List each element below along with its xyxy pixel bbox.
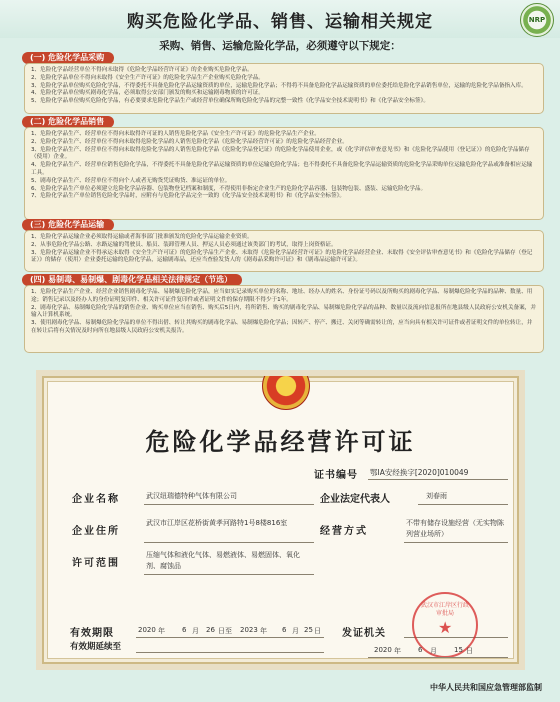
validity-start-month: 6 xyxy=(182,626,187,634)
issue-year: 2020 xyxy=(374,646,392,654)
legal-rep-underline xyxy=(418,504,508,505)
company-name-label: 企业名称 xyxy=(72,494,120,505)
validity-start-year: 2020 xyxy=(138,626,156,634)
legal-rep-label: 企业法定代表人 xyxy=(320,494,390,505)
rule-item: 5、危险化学品单位购买危险化学品，有必要要求危险化学品生产或经营单位确保所购危险化学品的完整一致性《化学品安全技术说明书》和《化学品安全标签》。 xyxy=(31,98,429,105)
address-label: 企业住所 xyxy=(72,526,120,537)
mode-value: 不带有储存设施经营（无实物陈列营业场所） xyxy=(406,519,504,538)
issue-month: 6 xyxy=(418,646,423,654)
rule-item: 2、剧毒化学品、易制爆危险化学品的销售企业、购买单位应当在销售、购买后5日内，将所销售、购买的剧毒化学品、易制爆危险化学品的品种、数量以及流向信息报所在地县级人民政府公安机关备案，并输入计算机系统。 xyxy=(31,304,536,319)
seal-star-icon: ★ xyxy=(438,618,453,637)
issue-year-unit: 年 xyxy=(394,647,401,655)
rule-item: 2、危险化学品单位不得向未取得《安全生产许可证》的危险化学品生产企业购买危险化学品。 xyxy=(31,74,264,81)
issue-day: 15 xyxy=(454,646,463,654)
validity-label: 有效期限 xyxy=(70,628,114,639)
validity-end-month-unit: 月 xyxy=(292,627,299,635)
continuation-label: 有效期延续至 xyxy=(70,642,122,652)
validity-end-day: 25 xyxy=(304,626,313,634)
scope-underline xyxy=(144,574,314,575)
license-certificate xyxy=(36,370,525,670)
scope-label: 许可范围 xyxy=(72,558,120,569)
rule-item: 3、危险化学品单位购买危险化学品，不得委托不具备危险化学品运输资质的单位，运输危险化学品；不得将不具备危险化学品运输资质的单位委托给危险化学品销售单位，运输的危险化学品备指入库。 xyxy=(31,82,527,89)
section-heading-purchase: (一) 危险化学品采购 xyxy=(22,52,114,64)
address-value: 武汉市江岸区花桥街黄孝河路特1号8楼816室 xyxy=(146,519,288,527)
validity-start-day-unit: 日至 xyxy=(218,627,232,635)
cert-no-label: 证书编号 xyxy=(314,470,358,481)
rule-item: 3、危险化学品生产、经营单位不得向未取得危险化学品的人销售危险化学品《危险化学品登记证》的危险化学品使用企业，或《化学评估审查意见书》和《危险化学品使用（登记证）》的危险化学品储存（使用）企业。 xyxy=(31,146,530,161)
footer-supervisor-text: 中华人民共和国应急管理部监制 xyxy=(430,683,542,692)
rule-item: 3、危险化学品运输企业不得承运未取得《安全生产许可证》的危险化学品生产企业、未取得《危险化学品经营许可证》的危险化学品经营企业、未取得《安全评估审查意见书》和《危险化学品储存（登记证）》的储存（使用）企业委托运输的危险化学品，运输剧毒品，还应当查验发货人的《剧毒品采购许可证》和《剧毒品运输许可证》。 xyxy=(31,249,533,264)
mode-underline xyxy=(404,542,508,543)
address-underline xyxy=(144,542,314,543)
validity-end-year-unit: 年 xyxy=(260,627,267,635)
rule-item: 4、危险化学品生产、经营单位销售危险化学品，不得委托不具备危险化学品运输资质的单位运输危险化学品；也不得委托不具备危险化学品运输资质的危险化学品采购单位运输危险化学品或准备相应运输工具。 xyxy=(31,162,533,176)
section-heading-sales: (二) 危险化学品销售 xyxy=(22,116,114,128)
authority-label: 发证机关 xyxy=(342,628,386,639)
validity-end-year: 2023 xyxy=(240,626,258,634)
company-name-underline xyxy=(144,504,314,505)
company-name-value: 武汉纽瑞德特种气体有限公司 xyxy=(146,492,237,500)
section-heading-transport: (三) 危险化学品运输 xyxy=(22,219,114,231)
issue-day-unit: 日 xyxy=(466,647,473,655)
national-emblem-icon xyxy=(262,370,310,410)
page-subtitle: 采购、销售、运输危险化学品，必须遵守以下规定： xyxy=(159,40,401,52)
section-box-sales xyxy=(24,127,544,220)
rule-item: 1、危险化学品生产企业、经营企业销售剧毒化学品、易制爆危险化学品，应当如实记录购买单位的名称、地址、经办人的姓名、身份证号码以及所购买的剧毒化学品、易制爆危险化学品的品种、数量、用途；销售记录以及经办人的身份证明复印件、相关许可证件复印件或者证明文件的保存期限不得少于1年。 xyxy=(31,289,533,303)
cert-no-underline xyxy=(368,479,508,480)
validity-underline xyxy=(136,637,324,638)
emblem-star-icon: ★ xyxy=(279,374,292,390)
rule-item: 2、危险化学品生产、经营单位不得向未取得危险化学品的人销售危险化学品《危险化学品经营许可证》的危险化学品经营企业。 xyxy=(31,138,348,145)
rule-item: 1、危险化学品生产、经营单位不得向未取得许可证的人销售危险化学品《安全生产许可证》的危险化学品生产企业。 xyxy=(31,131,320,137)
header-bar xyxy=(0,0,560,38)
cert-no-value: 鄂IA安经换字[2020]010049 xyxy=(370,468,469,477)
rule-item: 7、危险化学品生产单位销售危险化学品时，应附有与危险化学品完全一致的《化学品安全技术说明书》和《化学品安全标签》。 xyxy=(31,193,346,200)
rule-item: 4、危险化学品单位购买剧毒化学品，必须取得公安部门颁发的购买和运输剧毒物质的许可证。 xyxy=(31,90,264,97)
validity-start-year-unit: 年 xyxy=(158,627,165,635)
validity-start-day: 26 xyxy=(206,626,215,634)
page-title: 购买危险化学品、销售、运输相关规定 xyxy=(127,12,433,32)
validity-end-month: 6 xyxy=(282,626,287,634)
validity-start-month-unit: 月 xyxy=(192,627,199,635)
section-box-purchase xyxy=(24,63,544,114)
rule-item: 1、危险化学品经营单位不得向未取得《危险化学品经营许可证》的企业购买危险化学品。 xyxy=(31,67,253,73)
section-box-regulations xyxy=(24,285,544,353)
rule-item: 5、剧毒化学品生产、经营单位不得向个人或者无购货凭证购货、准运证的单位。 xyxy=(31,177,231,184)
rule-item: 1、危险化学品运输企业必须取得运输或者海事部门批准颁发的危险化学品运输企业资质。 xyxy=(31,234,253,240)
issue-month-unit: 月 xyxy=(430,647,437,655)
rule-item: 3、使用剧毒化学品、易制爆危险化学品的单位不得出借、转让其购买的剧毒化学品、易制爆危险化学品；因转产、停产、搬迁、关闭等确需转让的，应当向具有相关许可证件或者证明文件的单位转让，并在转让后将有关情况及时向所在地县级人民政府公安机关报告。 xyxy=(31,320,533,334)
legal-rep-value: 刘春雨 xyxy=(426,492,447,500)
seal-text: 武汉市江岸区行政审批局 xyxy=(420,602,469,617)
mode-label: 经营方式 xyxy=(320,526,368,537)
section-heading-regulations: (四) 易制毒、易制爆、剧毒化学品相关法律规定（节选） xyxy=(22,274,242,286)
scope-value: 压缩气体和液化气体、易燃液体、易燃固体、氧化剂、腐蚀品 xyxy=(146,551,300,570)
section-box-transport xyxy=(24,230,544,272)
issue-date-underline xyxy=(368,657,508,658)
certificate-title: 危险化学品经营许可证 xyxy=(145,427,416,456)
rule-item: 6、危险化学品生产单位必须建立危险化学品容器、包装物登记档案和制度，不得使用非指定企业生产的危险化学品容器、包装物包装、盛装、运输危险化学品。 xyxy=(31,185,427,192)
company-logo-icon: NRP xyxy=(520,3,554,37)
validity-end-day-unit: 日 xyxy=(314,627,321,635)
rule-item: 2、从事危险化学品公路、水路运输的驾驶员、船员、装卸管理人员、押运人员必须通过该类部门的考试，取得上岗资格证。 xyxy=(31,241,337,248)
continuation-underline xyxy=(136,652,324,653)
